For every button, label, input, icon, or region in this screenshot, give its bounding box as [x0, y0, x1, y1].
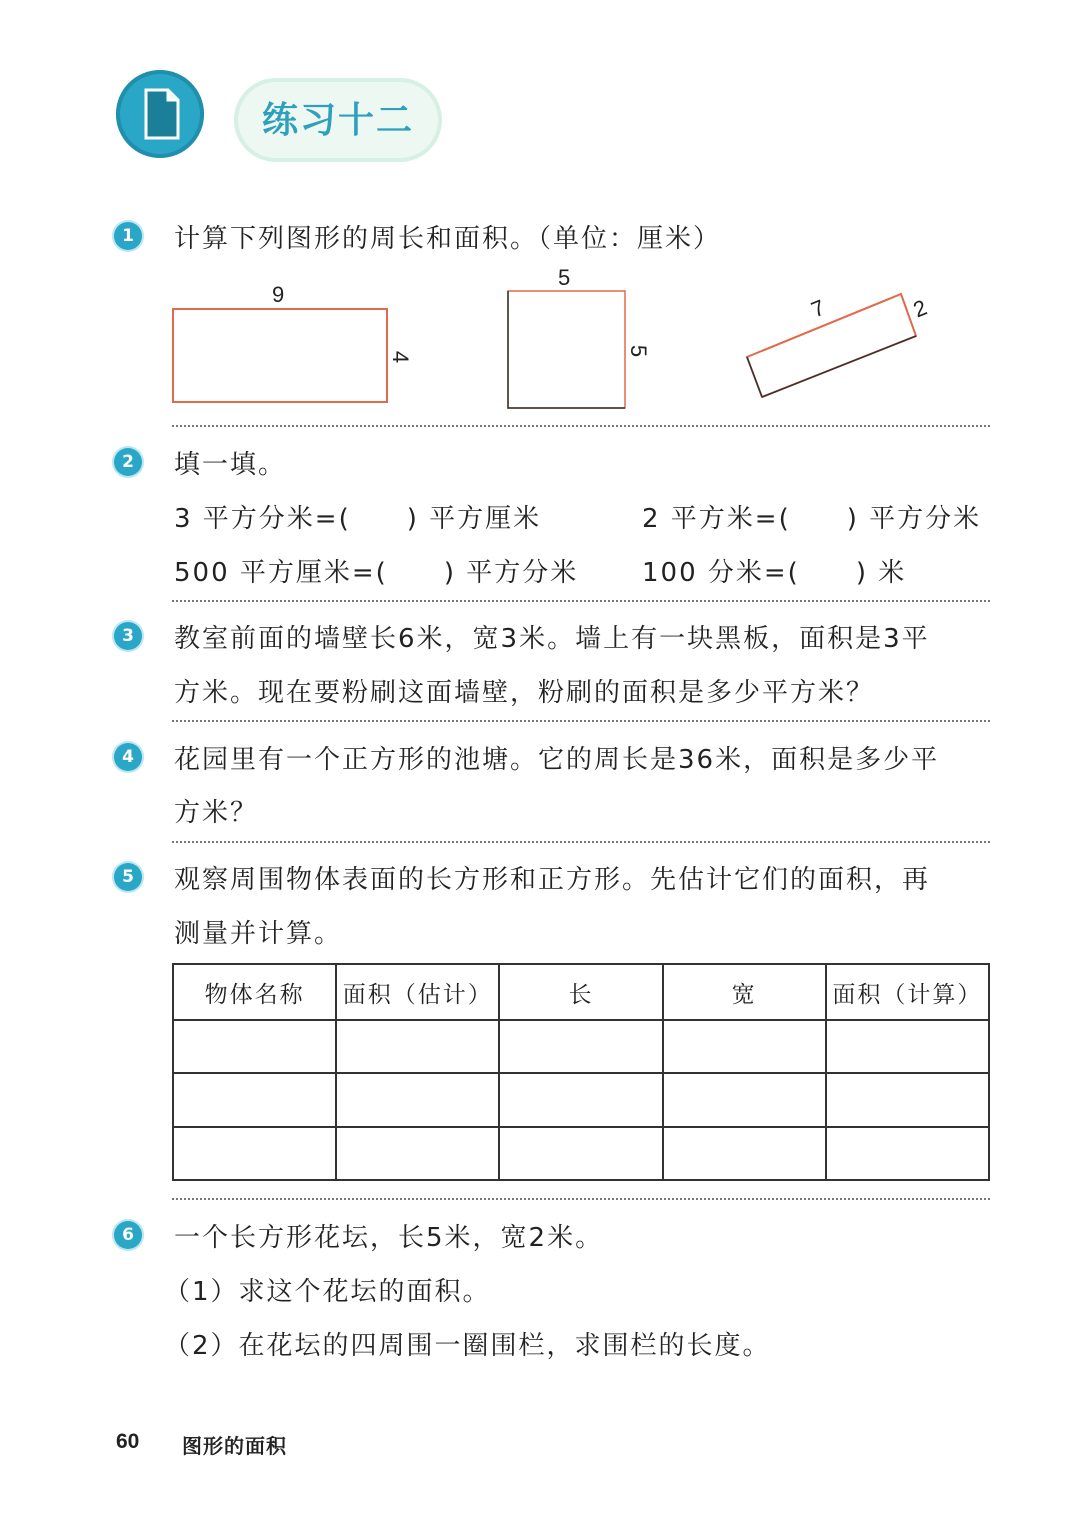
page-title: 练习十二	[261, 99, 414, 141]
measurement-table	[172, 963, 990, 1181]
divider	[172, 600, 990, 602]
table-header-cell: 物体名称	[173, 964, 336, 1020]
table-header-cell: 长	[499, 964, 662, 1020]
question-number-2: 2	[114, 448, 142, 476]
divider	[172, 841, 990, 843]
question-number-3: 3	[114, 622, 142, 650]
rect-height-label: 4	[388, 350, 414, 364]
divider	[172, 425, 990, 427]
parallelogram-long-label: 7	[807, 294, 829, 323]
table-header-cell: 面积（估计）	[336, 964, 499, 1020]
question-3-line-2: 方米。现在要粉刷这面墙壁，粉刷的面积是多少平方米？	[174, 678, 875, 708]
fill-item: 3 平方分米=( ) 平方厘米	[174, 504, 542, 534]
section-title: 图形的面积	[182, 1434, 287, 1458]
table-row	[173, 1020, 989, 1073]
question-6-sub-1: （1）求这个花坛的面积。	[164, 1277, 491, 1307]
table-row	[173, 1073, 989, 1126]
question-1-text: 计算下列图形的周长和面积。（单位：厘米）	[174, 224, 722, 254]
divider	[172, 1198, 990, 1200]
question-6-text: 一个长方形花坛，长5米，宽2米。	[174, 1223, 604, 1253]
rect-width-label: 9	[272, 282, 285, 307]
question-2-text: 填一填。	[174, 450, 287, 480]
question-5-line-1: 观察周围物体表面的长方形和正方形。先估计它们的面积，再	[174, 865, 931, 895]
page-number: 60	[116, 1430, 140, 1453]
table-header-cell: 宽	[663, 964, 826, 1020]
square-side-label: 5	[626, 344, 652, 358]
question-4-line-1: 花园里有一个正方形的池塘。它的周长是36米，面积是多少平	[174, 745, 940, 775]
table-row	[173, 1127, 989, 1180]
fill-item: 100 分米=( ) 米	[642, 558, 907, 588]
square-top-label: 5	[558, 265, 571, 290]
table-header-row	[173, 964, 989, 1020]
rectangle-figure	[173, 309, 387, 402]
fill-item: 500 平方厘米=( ) 平方分米	[174, 558, 579, 588]
question-4-line-2: 方米？	[174, 798, 259, 828]
parallelogram-short-label: 2	[909, 294, 931, 323]
table-header-cell: 面积（计算）	[826, 964, 989, 1020]
divider	[172, 720, 990, 722]
square-figure	[508, 291, 625, 408]
question-6-sub-2: （2）在花坛的四周围一圈围栏，求围栏的长度。	[164, 1331, 771, 1361]
question-number-6: 6	[114, 1221, 142, 1249]
fill-item: 2 平方米=( ) 平方分米	[642, 504, 982, 534]
question-number-1: 1	[114, 222, 142, 250]
question-5-line-2: 测量并计算。	[174, 919, 343, 949]
question-number-5: 5	[114, 863, 142, 891]
q1-figures	[0, 0, 1080, 430]
question-number-4: 4	[114, 743, 142, 771]
question-3-line-1: 教室前面的墙壁长6米，宽3米。墙上有一块黑板，面积是3平	[174, 624, 930, 654]
